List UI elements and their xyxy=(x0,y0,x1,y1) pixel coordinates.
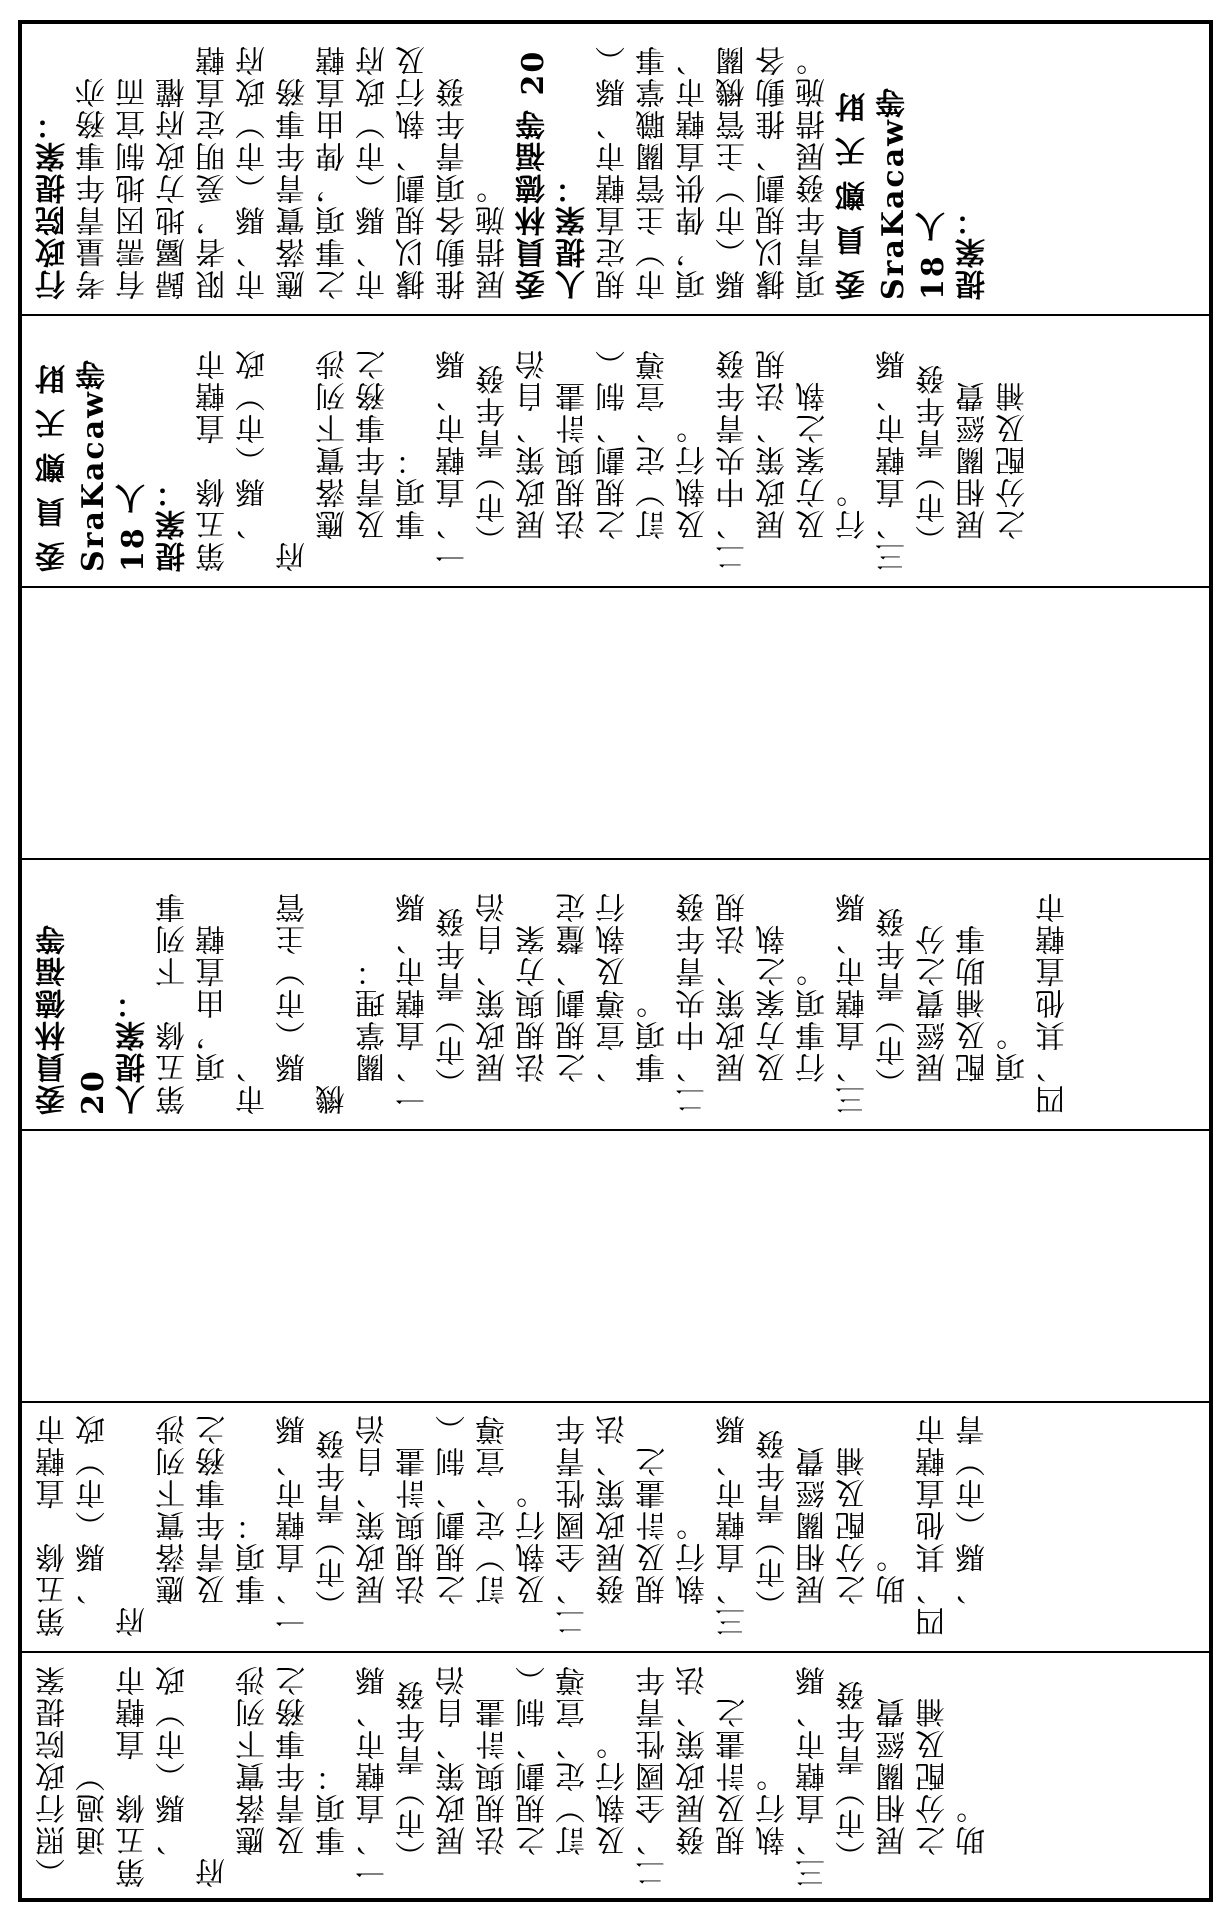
text-line: 及青年事務之 xyxy=(196,1413,231,1637)
text-line: 及執行。 xyxy=(596,1728,631,1888)
text-line: 一、直轄市、縣 xyxy=(436,348,471,572)
text-line: 法規與計畫 xyxy=(396,1445,431,1637)
text-line: 、縣（市）政府 xyxy=(156,1664,231,1888)
text-line: 四、其他直轄市 xyxy=(1036,891,1071,1115)
text-line: 之規劃、制（ xyxy=(436,1413,471,1637)
text-line: 行政院提案： xyxy=(36,108,71,300)
text-line: 之分配及補 xyxy=(836,1445,871,1637)
text-line: SraKacaw等 18 人 xyxy=(876,73,951,300)
column-text xyxy=(22,588,1209,858)
text-line: 通過） xyxy=(76,1760,111,1888)
text-line: （市）青年發 xyxy=(316,1428,351,1637)
text-line: 一、直轄市、縣 xyxy=(396,891,431,1115)
text-line: 第五條 直轄市 xyxy=(116,1664,151,1888)
column-proposal-cheng xyxy=(22,314,1209,586)
text-line: 及方案之執 xyxy=(756,923,791,1115)
text-line: 應落實下列涉 xyxy=(156,1413,191,1637)
text-line: 事項： xyxy=(396,444,431,572)
text-line: 法規與計畫 xyxy=(556,380,591,572)
text-line: 執行。 xyxy=(676,1509,711,1637)
text-line: 之事項，俾由直轄 xyxy=(316,44,351,300)
text-line: （市）青年發 xyxy=(836,1679,871,1888)
text-line: 第五條 下列事 xyxy=(156,891,191,1115)
text-line: 人提案： xyxy=(116,987,151,1115)
text-line: 一、直轄市、縣 xyxy=(276,1413,311,1637)
text-line: 展措施。 xyxy=(476,172,511,300)
text-line: （市）青年發 xyxy=(916,363,951,572)
text-line: 訂）定、宣導 xyxy=(476,1413,511,1637)
text-line: 二、全國性青年 xyxy=(556,1413,591,1637)
text-line: 之規劃、制（ xyxy=(516,1664,551,1888)
text-line: 推動各項青年發 xyxy=(436,76,471,300)
text-line: 展政策、自治 xyxy=(476,891,511,1115)
text-line: 、縣（市）政府 xyxy=(76,1413,151,1637)
text-line: 、縣（市）青 xyxy=(956,1413,991,1637)
text-line: 市）主管關職掌事 xyxy=(636,44,671,300)
text-line: 發展政策、法 xyxy=(676,1664,711,1888)
text-line: 展政策、自治 xyxy=(356,1413,391,1637)
text-line: 委員林德福等 20 xyxy=(36,910,111,1115)
text-line: 助。 xyxy=(876,1541,911,1637)
text-line: 展政策、法規 xyxy=(716,891,751,1115)
text-line: 三、直轄市、縣 xyxy=(836,891,871,1115)
text-line: （照行政院提案 xyxy=(36,1664,71,1888)
text-line: 歸屬地方政府權 xyxy=(156,76,191,300)
text-line: 及方案之執 xyxy=(796,380,831,572)
text-line: 據以規劃、執行及 xyxy=(396,44,431,300)
text-line: 有需因地制宜而 xyxy=(116,76,151,300)
column-text xyxy=(22,24,1209,314)
text-line: 限者，爰明定直轄 xyxy=(196,44,231,300)
text-line: 展政策、法規 xyxy=(756,348,791,572)
text-line: 展政策、自治 xyxy=(436,1664,471,1888)
text-line: 及青年事務之 xyxy=(356,348,391,572)
text-line: 及青年事務之 xyxy=(276,1664,311,1888)
text-line: 訂）定、宣導 xyxy=(636,348,671,572)
column-rationale xyxy=(22,24,1209,314)
text-line: （市）青年發 xyxy=(436,906,471,1115)
text-line: 市、縣（市）政府 xyxy=(356,44,391,300)
column-review-result xyxy=(22,1651,1209,1902)
text-line: 展政策、自治 xyxy=(516,348,551,572)
document-page xyxy=(18,20,1213,1902)
text-line: 之規劃、釐定 xyxy=(556,891,591,1115)
text-line: 執行。 xyxy=(756,1760,791,1888)
text-line: 展相關經費 xyxy=(956,380,991,572)
text-line: 委 員 鄭 天 財 xyxy=(836,90,871,300)
text-line: 及執行。 xyxy=(676,412,711,572)
text-line: 發展政策、法 xyxy=(596,1413,631,1637)
text-line: 項，由直轄市、 xyxy=(196,923,271,1115)
text-line: 助。 xyxy=(956,1792,991,1888)
text-line: （市）青年發 xyxy=(876,906,911,1115)
column-empty-2 xyxy=(22,1129,1209,1401)
text-line: 據以規劃、推動各 xyxy=(756,44,791,300)
column-text xyxy=(22,1403,1209,1651)
text-line: 縣（市）主管機關 xyxy=(716,44,751,300)
text-line: 法規與方案 xyxy=(516,923,551,1115)
text-line: 三、直轄市、縣 xyxy=(796,1664,831,1888)
column-text xyxy=(22,1131,1209,1401)
text-line: 之分配及補 xyxy=(996,380,1031,572)
text-line: 第五條 直轄市 xyxy=(196,348,231,572)
column-executive-yuan-draft xyxy=(22,1401,1209,1651)
text-line: 項。 xyxy=(996,1019,1031,1115)
column-text xyxy=(22,1653,1209,1902)
text-line: 市、縣（市）政府 xyxy=(236,44,271,300)
text-line: 之規劃、制（ xyxy=(596,348,631,572)
text-line: 應落實下列涉 xyxy=(236,1664,271,1888)
text-line: 二、全國性青年 xyxy=(636,1664,671,1888)
text-line: 行。 xyxy=(836,476,871,572)
text-line: 第五條 直轄市 xyxy=(36,1413,71,1637)
text-line: 展相關經費 xyxy=(876,1696,911,1888)
text-line: 提案： xyxy=(156,476,191,572)
text-line: 訂）定、宣導 xyxy=(556,1664,591,1888)
text-line: 一、直轄市、縣 xyxy=(356,1664,391,1888)
text-line: 及執行。 xyxy=(516,1477,551,1637)
text-line: 行事項。 xyxy=(796,955,831,1115)
column-empty-1 xyxy=(22,586,1209,858)
text-line: 應落實青年事務 xyxy=(276,76,311,300)
text-line: （市）青年發 xyxy=(476,363,511,572)
text-line: （市）青年發 xyxy=(756,1428,791,1637)
text-line: 項青年發展措施。 xyxy=(796,44,831,300)
text-line: 配及補助事 xyxy=(956,923,991,1115)
column-text xyxy=(22,316,1209,586)
text-line: 之分配及補 xyxy=(916,1696,951,1888)
text-line: 事項： xyxy=(236,1509,271,1637)
column-proposal-lin xyxy=(22,858,1209,1129)
text-line: 委員林德福等 20 xyxy=(516,49,551,300)
text-line: 三、直轄市、縣 xyxy=(876,348,911,572)
text-line: 法規與計畫 xyxy=(476,1696,511,1888)
text-line: 二、中央青年發 xyxy=(716,348,751,572)
text-line: 規及計畫之 xyxy=(716,1696,751,1888)
text-line: 縣（市）主管機 xyxy=(276,891,351,1115)
text-line: 展相關經費 xyxy=(796,1445,831,1637)
text-line: 提案： xyxy=(956,204,991,300)
text-line: （市）青年發 xyxy=(396,1679,431,1888)
text-line: 二、中央青年發 xyxy=(676,891,711,1115)
text-line: 事項： xyxy=(316,1760,351,1888)
text-line: 應落實下列涉 xyxy=(316,348,351,572)
text-line: 項，俾供直轄市、 xyxy=(676,44,711,300)
text-line: 規定直轄市、縣（ xyxy=(596,44,631,300)
text-line: 規及計畫之 xyxy=(636,1445,671,1637)
text-line: SraKacaw等 18 人 xyxy=(76,345,151,572)
text-line: 考量青年事務亦 xyxy=(76,76,111,300)
text-line: 人提案： xyxy=(556,172,591,300)
text-line: 關掌理： xyxy=(356,955,391,1115)
text-line: 、縣（市）政府 xyxy=(236,348,311,572)
text-line: 四、其他直轄市 xyxy=(916,1413,951,1637)
text-line: 三、直轄市、縣 xyxy=(716,1413,751,1637)
column-text xyxy=(22,860,1209,1129)
text-line: 、宣導及執行 xyxy=(596,891,631,1115)
text-line: 事項。 xyxy=(636,987,671,1115)
text-line: 展經費之分 xyxy=(916,923,951,1115)
text-line: 委 員 鄭 天 財 xyxy=(36,362,71,572)
